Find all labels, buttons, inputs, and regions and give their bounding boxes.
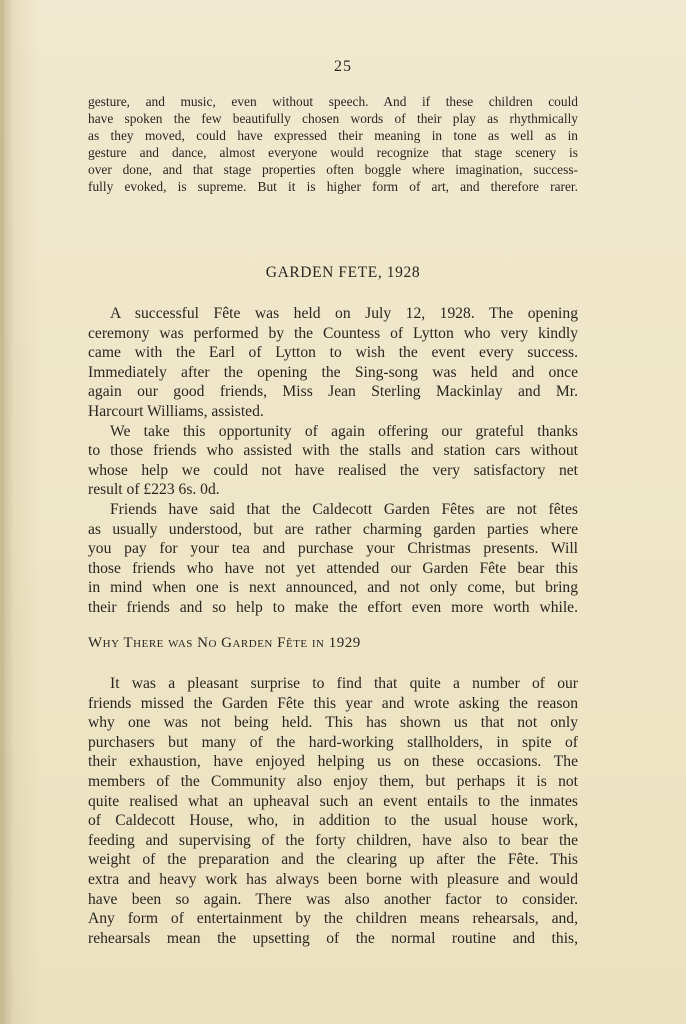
paragraph-line: members of the Community also enjoy them, but perhaps it is not — [88, 772, 578, 790]
paragraph-line: of Caldecott House, who, in addition to the usual house work, — [88, 812, 578, 830]
paragraph-line: We take this opportunity of again offering our grateful thanks — [110, 422, 578, 440]
paragraph-line: Harcourt Williams, assisted. — [88, 402, 264, 420]
intro-line: fully evoked, is supreme. But it is higher form of art, and therefore rarer. — [88, 179, 578, 194]
intro-line: gesture, and music, even without speech. And if these children could — [88, 94, 578, 109]
paragraph-line: quite realised what an upheaval such an event entails to the inmates — [88, 792, 578, 810]
paragraph-line: again our good friends, Miss Jean Sterling Mackinlay and Mr. — [88, 383, 578, 401]
paragraph-line: ceremony was performed by the Countess of Lytton who very kindly — [88, 324, 578, 342]
paragraph-line: purchasers but many of the hard-working stallholders, in spite of — [88, 733, 578, 751]
paragraph-line: Friends have said that the Caldecott Garden Fêtes are not fêtes — [110, 500, 578, 518]
paragraph-line: to those friends who assisted with the stalls and station cars without — [88, 442, 578, 460]
paragraph-line: why one was not being held. This has shown us that not only — [88, 714, 578, 732]
paragraph-line: Any form of entertainment by the children means rehearsals, and, — [88, 910, 578, 928]
section-heading-no-garden-fete-1929 — [88, 635, 361, 652]
paragraph-line: Immediately after the opening the Sing-song was held and once — [88, 363, 578, 381]
paragraph-line: friends missed the Garden Fête this year and wrote asking the reason — [88, 694, 578, 712]
paragraph-line: came with the Earl of Lytton to wish the event every success. — [88, 344, 578, 362]
paragraph-line: A successful Fête was held on July 12, 1928. The opening — [110, 305, 578, 322]
paragraph-line: weight of the preparation and the clearing up after the Fête. This — [88, 851, 578, 869]
paragraph-line: as usually understood, but are rather charming garden parties where — [88, 520, 578, 538]
paragraph-line: those friends who have not yet attended our Garden Fête bear this — [88, 559, 578, 577]
section-heading-text: Why There was No Garden Fête in 1929 — [88, 635, 361, 651]
intro-line: over done, and that stage properties often boggle where imagination, success- — [88, 162, 578, 177]
intro-line: gesture and dance, almost everyone would recognize that stage scenery is — [88, 145, 578, 160]
intro-line: as they moved, could have expressed their meaning in tone as well as in — [88, 128, 578, 143]
paragraph-line: in mind when one is next announced, and not only come, but bring — [88, 579, 578, 597]
paragraph-line: It was a pleasant surprise to find that quite a number of our — [110, 675, 578, 692]
paragraph-line: whose help we could not have realised the very satisfactory net — [88, 461, 578, 479]
paragraph-line: their exhaustion, have enjoyed helping us on these occasions. The — [88, 753, 578, 771]
paragraph-line: their friends and so help to make the effort even more worth while. — [88, 598, 578, 616]
page-spine-edge — [0, 0, 4, 1024]
paragraph-line: have been so again. There was also another factor to consider. — [88, 890, 578, 908]
section-body-garden-fete-1928 — [88, 304, 578, 618]
section-heading-garden-fete-1928: GARDEN FETE, 1928 — [265, 264, 421, 281]
intro-line: have spoken the few beautifully chosen words of their play as rhythmically — [88, 111, 578, 126]
paragraph-line: extra and heavy work has always been borne with pleasure and would — [88, 870, 578, 888]
paragraph-line: rehearsals mean the upsetting of the normal routine and this, — [88, 929, 578, 947]
section-body-no-garden-fete-1929 — [88, 674, 578, 948]
page-number: 25 — [334, 58, 352, 75]
paragraph-line: result of £223 6s. 0d. — [88, 481, 220, 499]
paragraph-line: feeding and supervising of the forty children, have also to bear the — [88, 831, 578, 849]
intro-paragraph — [88, 93, 578, 195]
paragraph-line: you pay for your tea and purchase your Christmas presents. Will — [88, 540, 578, 558]
